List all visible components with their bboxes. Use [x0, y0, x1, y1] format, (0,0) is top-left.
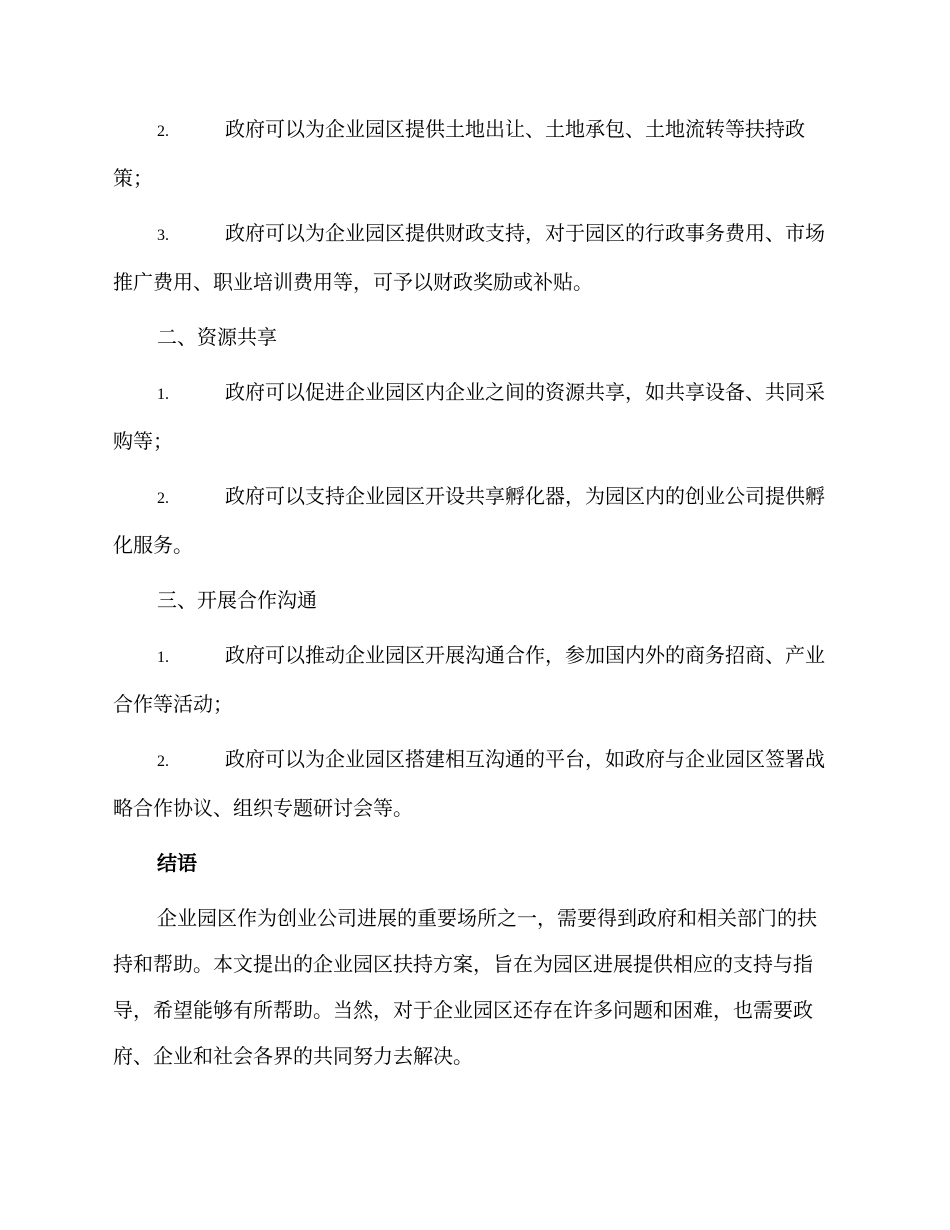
list-item	[113, 632, 833, 727]
conclusion-heading: 结语	[157, 851, 197, 875]
list-item	[113, 106, 833, 201]
list-number: 2.	[157, 490, 169, 507]
list-number: 1.	[157, 386, 169, 403]
list-text: 政府可以为企业园区搭建相互沟通的平台，如政府与企业园区签署战略合作协议、组织专题研讨会等。	[113, 747, 825, 820]
list-item	[113, 369, 833, 464]
list-text: 政府可以为企业园区提供财政支持，对于园区的行政事务费用、市场推广费用、职业培训费用等，可予以财政奖励或补贴。	[113, 221, 825, 294]
list-item	[113, 210, 833, 305]
list-number: 1.	[157, 649, 169, 666]
list-item	[113, 473, 833, 568]
section-heading-resource-sharing: 二、资源共享	[157, 325, 277, 349]
list-text: 政府可以促进企业园区内企业之间的资源共享，如共享设备、共同采购等；	[113, 380, 825, 453]
list-number: 2.	[157, 123, 169, 140]
list-number: 3.	[157, 227, 169, 244]
list-number: 2.	[157, 753, 169, 770]
list-text: 政府可以为企业园区提供土地出让、土地承包、土地流转等扶持政策；	[113, 117, 805, 190]
list-text: 政府可以推动企业园区开展沟通合作，参加国内外的商务招商、产业合作等活动；	[113, 643, 825, 716]
conclusion-paragraph: 企业园区作为创业公司进展的重要场所之一，需要得到政府和相关部门的扶持和帮助。本文提出的企业园区扶持方案，旨在为园区进展提供相应的支持与指导，希望能够有所帮助。当然，对于企业园区还存在许多问题和困难，也需要政府、企业和社会各界的共同努力去解决。	[113, 906, 817, 1068]
document-body	[113, 106, 833, 1079]
list-text: 政府可以支持企业园区开设共享孵化器，为园区内的创业公司提供孵化服务。	[113, 484, 825, 557]
section-heading-cooperation: 三、开展合作沟通	[157, 588, 317, 612]
list-item	[113, 736, 833, 831]
